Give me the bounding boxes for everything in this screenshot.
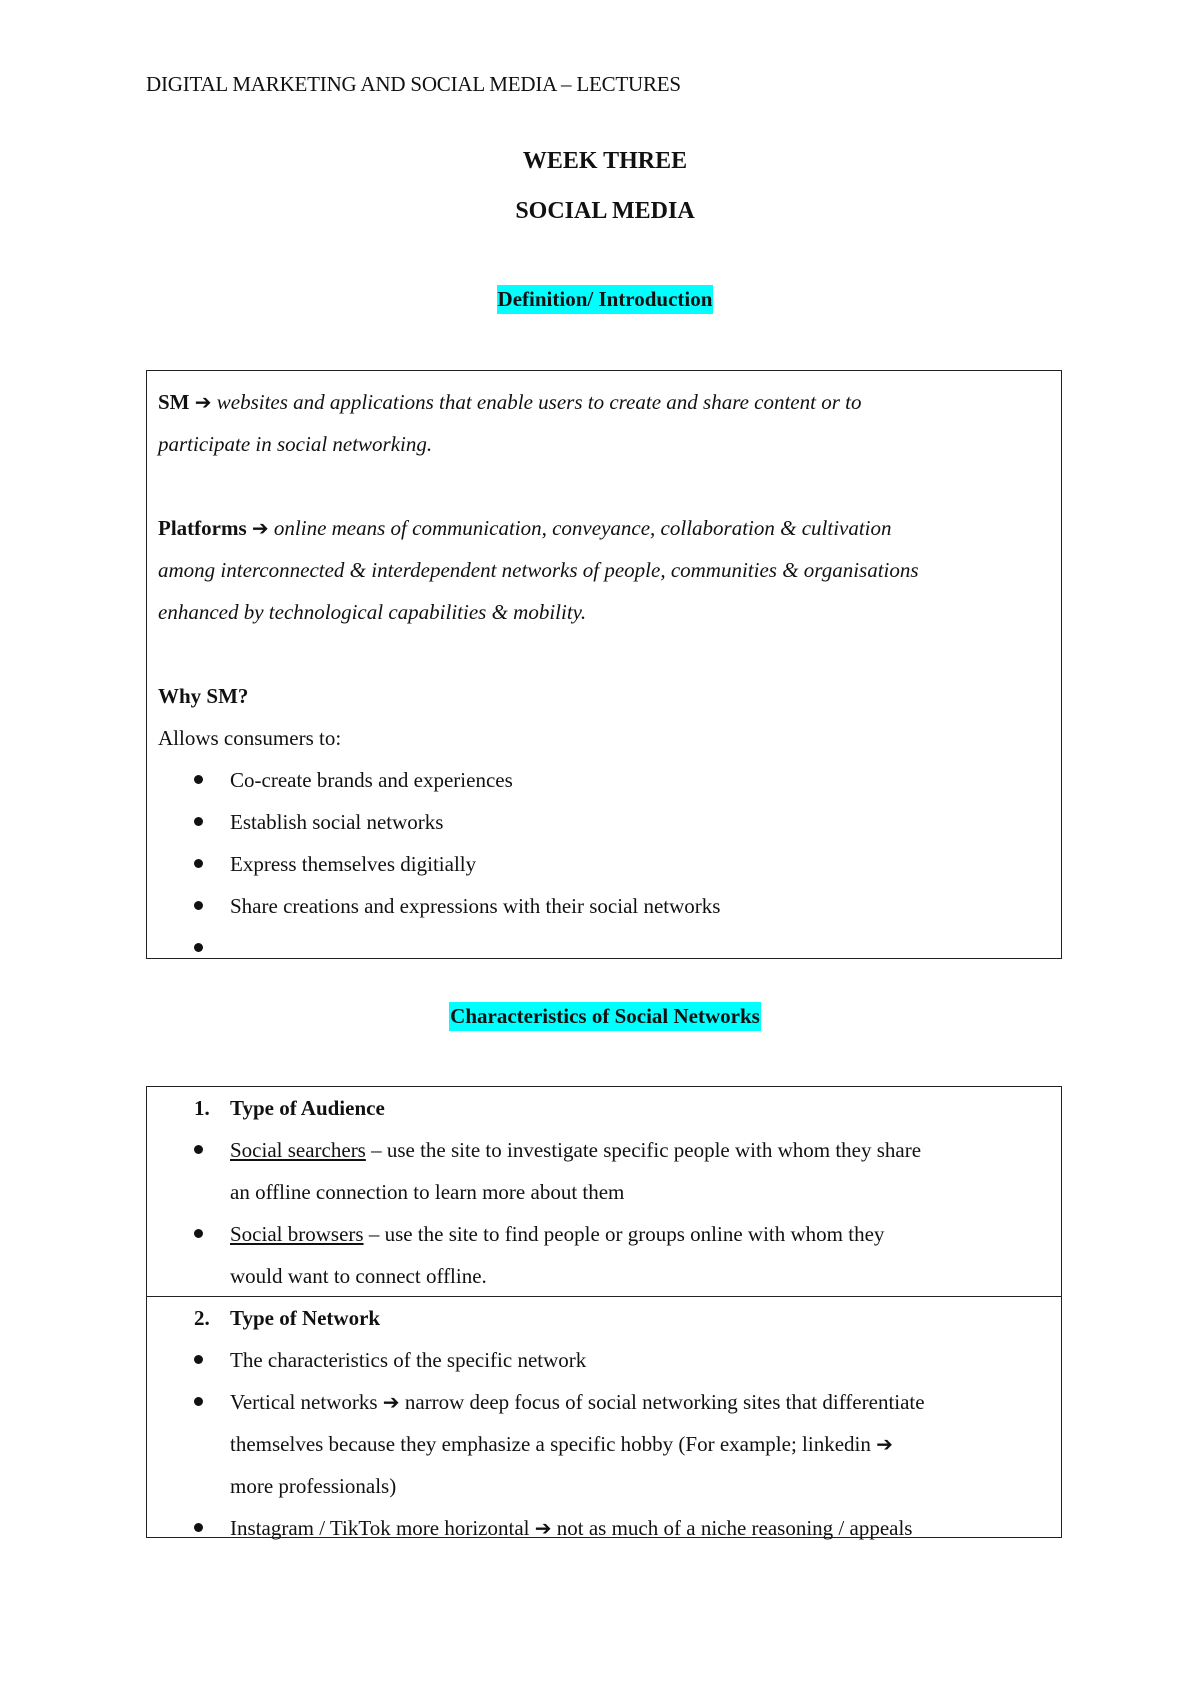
platforms-definition-line3: enhanced by technological capabilities & mobility. <box>158 600 587 624</box>
bullet-icon <box>194 1355 203 1364</box>
item-number: 1. <box>194 1096 210 1120</box>
list-item <box>147 759 1061 801</box>
list-item <box>147 1339 1061 1381</box>
sm-term: SM <box>158 390 190 414</box>
list-item-text: Express themselves digitially <box>230 852 477 876</box>
bullet-icon <box>194 1145 203 1154</box>
list-item-continuation: an offline connection to learn more about them <box>230 1180 625 1204</box>
section-heading-definition-text: Definition/ Introduction <box>497 285 714 314</box>
item-title: Type of Network <box>230 1306 381 1330</box>
sm-definition-text: websites and applications that enable users to create and share content or to <box>216 390 862 414</box>
bullet-icon <box>194 943 203 952</box>
list-item-text: The characteristics of the specific network <box>230 1348 587 1372</box>
allows-consumers-text: Allows consumers to: <box>158 726 342 750</box>
right-arrow-icon: ➔ <box>534 1516 552 1540</box>
document-header: DIGITAL MARKETING AND SOCIAL MEDIA – LECTURES <box>146 72 681 96</box>
list-item-text: Co-create brands and experiences <box>230 768 513 792</box>
list-item-text: – use the site to find people or groups online with whom they <box>363 1222 885 1246</box>
list-item <box>147 1129 1061 1171</box>
week-title: WEEK THREE <box>522 148 688 174</box>
list-item-text: narrow deep focus of social networking sites that differentiate <box>399 1390 925 1414</box>
platforms-definition-line2: among interconnected & interdependent networks of people, communities & organisations <box>158 558 919 582</box>
list-item <box>147 801 1061 843</box>
list-item-continuation: would want to connect offline. <box>230 1264 487 1288</box>
item-title: Type of Audience <box>230 1096 385 1120</box>
table-row <box>147 1087 1061 1296</box>
characteristics-table <box>146 1086 1062 1538</box>
platforms-term: Platforms <box>158 516 247 540</box>
list-item-text: Vertical networks <box>230 1390 378 1414</box>
right-arrow-icon: ➔ <box>194 390 212 414</box>
list-item-text: Instagram / TikTok more horizontal <box>230 1516 530 1540</box>
sm-definition-line2: participate in social networking. <box>158 432 433 456</box>
bullet-icon <box>194 1397 203 1406</box>
platforms-definition-text: online means of communication, conveyance, collaboration & cultivation <box>273 516 892 540</box>
list-item-text: Establish social networks <box>230 810 444 834</box>
right-arrow-icon: ➔ <box>251 516 269 540</box>
bullet-icon <box>194 775 203 784</box>
list-item-text: – use the site to investigate specific people with whom they share <box>365 1138 922 1162</box>
list-item <box>147 885 1061 927</box>
list-item-continuation <box>147 1423 1061 1465</box>
list-item-text: not as much of a niche reasoning / appeals <box>551 1516 913 1540</box>
bullet-icon <box>194 859 203 868</box>
list-item <box>147 1381 1061 1423</box>
definition-box <box>146 370 1062 959</box>
item-number: 2. <box>194 1306 210 1330</box>
right-arrow-icon: ➔ <box>876 1432 893 1456</box>
bullet-icon <box>194 901 203 910</box>
sm-definition-line1 <box>147 381 1061 423</box>
list-item <box>147 1213 1061 1255</box>
list-item <box>147 927 1061 969</box>
section-heading-definition <box>0 287 1200 312</box>
topic-title: SOCIAL MEDIA <box>515 198 695 224</box>
platforms-definition-line1 <box>147 507 1061 549</box>
social-searchers-term: Social searchers <box>230 1138 366 1162</box>
social-browsers-term: Social browsers <box>230 1222 364 1246</box>
numbered-item-title <box>147 1297 1061 1339</box>
section-heading-characteristics-text: Characteristics of Social Networks <box>449 1002 761 1031</box>
right-arrow-icon: ➔ <box>382 1390 400 1414</box>
section-heading-characteristics <box>0 1004 1200 1029</box>
bullet-icon <box>194 1523 203 1532</box>
list-item-text: themselves because they emphasize a specific hobby (For example; linkedin <box>230 1432 871 1456</box>
blank-line <box>147 633 1061 675</box>
bullet-icon <box>194 817 203 826</box>
blank-line <box>147 465 1061 507</box>
list-item <box>147 843 1061 885</box>
list-item-continuation: more professionals) <box>230 1474 397 1498</box>
why-sm-heading: Why SM? <box>158 684 249 708</box>
numbered-item-title <box>147 1087 1061 1129</box>
list-item <box>147 1507 1061 1549</box>
list-item-text: Share creations and expressions with their social networks <box>230 894 721 918</box>
bullet-icon <box>194 1229 203 1238</box>
table-row <box>147 1296 1061 1540</box>
